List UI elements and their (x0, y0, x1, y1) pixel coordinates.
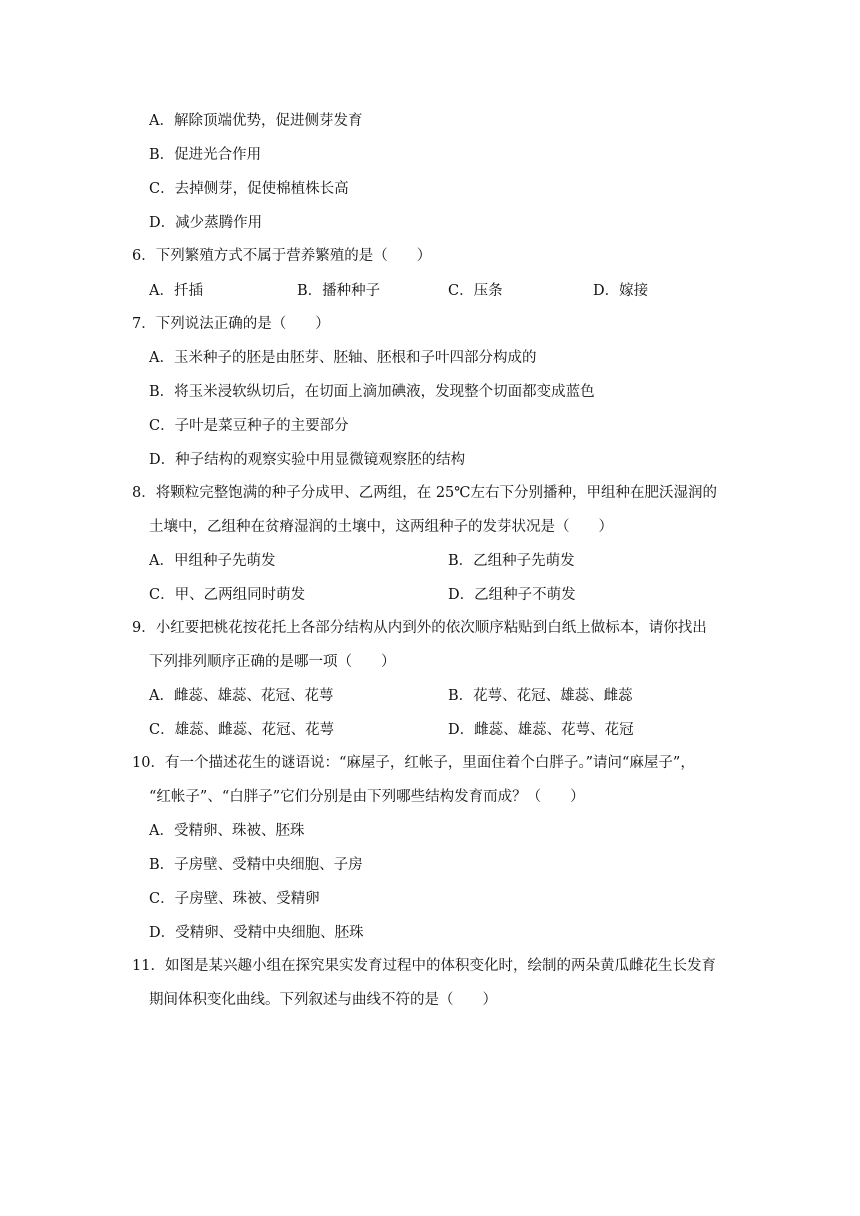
q7-option-c: C．子叶是菜豆种子的主要部分 (149, 418, 349, 434)
q9-option-c: C．雄蕊、雌蕊、花冠、花萼 (149, 722, 335, 738)
q8-option-b: B．乙组种子先萌发 (448, 553, 575, 569)
q9-option-a: A．雌蕊、雄蕊、花冠、花萼 (149, 688, 334, 704)
q10-option-d: D．受精卵、受精中央细胞、胚珠 (149, 925, 364, 941)
q10-stem-line2: “红帐子”、“白胖子”它们分别是由下列哪些结构发育而成？（ ） (149, 789, 585, 805)
q7-option-d: D．种子结构的观察实验中用显微镜观察胚的结构 (149, 452, 466, 468)
q7-option-a: A．玉米种子的胚是由胚芽、胚轴、胚根和子叶四部分构成的 (149, 350, 537, 366)
q7-option-b: B．将玉米浸软纵切后，在切面上滴加碘液，发现整个切面都变成蓝色 (149, 384, 595, 400)
q5-option-a: A．解除顶端优势，促进侧芽发育 (149, 113, 363, 129)
q8-stem-line2: 土壤中，乙组种在贫瘠湿润的土壤中，这两组种子的发芽状况是（ ） (149, 519, 613, 535)
q6-option-c: C．压条 (448, 283, 503, 299)
q6-option-d: D．嫁接 (593, 283, 649, 299)
q9-option-d: D．雌蕊、雄蕊、花萼、花冠 (448, 722, 634, 738)
q6-option-a: A．扦插 (149, 283, 203, 299)
q9-stem-line2: 下列排列顺序正确的是哪一项（ ） (149, 654, 396, 670)
q6-option-b: B．播种种子 (297, 283, 381, 299)
q10-option-c: C．子房壁、珠被、受精卵 (149, 891, 320, 907)
q8-option-c: C．甲、乙两组同时萌发 (149, 587, 306, 603)
q10-option-b: B．子房壁、受精中央细胞、子房 (149, 857, 363, 873)
q8-option-a: A．甲组种子先萌发 (149, 553, 276, 569)
q10-stem-line1: 10．有一个描述花生的谜语说：“麻屋子，红帐子，里面住着个白胖子。”请问“麻屋子”， (132, 755, 695, 771)
q9-stem-line1: 9．小红要把桃花按花托上各部分结构从内到外的依次顺序粘贴到白纸上做标本，请你找出 (132, 620, 707, 636)
q6-stem: 6．下列繁殖方式不属于营养繁殖的是（ ） (132, 248, 432, 264)
q10-option-a: A．受精卵、珠被、胚珠 (149, 823, 305, 839)
q8-stem-line1: 8．将颗粒完整饱满的种子分成甲、乙两组，在 25℃左右下分别播种，甲组种在肥沃湿润的 (132, 485, 718, 501)
q7-stem: 7．下列说法正确的是（ ） (132, 316, 330, 332)
q5-option-b: B．促进光合作用 (149, 147, 262, 163)
q8-option-d: D．乙组种子不萌发 (448, 587, 576, 603)
q5-option-d: D．减少蒸腾作用 (149, 215, 263, 231)
q9-option-b: B．花萼、花冠、雄蕊、雌蕊 (448, 688, 633, 704)
q11-stem-line2: 期间体积变化曲线。下列叙述与曲线不符的是（ ） (149, 992, 497, 1008)
q11-stem-line1: 11．如图是某兴趣小组在探究果实发育过程中的体积变化时，绘制的两朵黄瓜雌花生长发育 (132, 958, 716, 974)
q5-option-c: C．去掉侧芽，促使棉植株长高 (149, 181, 349, 197)
